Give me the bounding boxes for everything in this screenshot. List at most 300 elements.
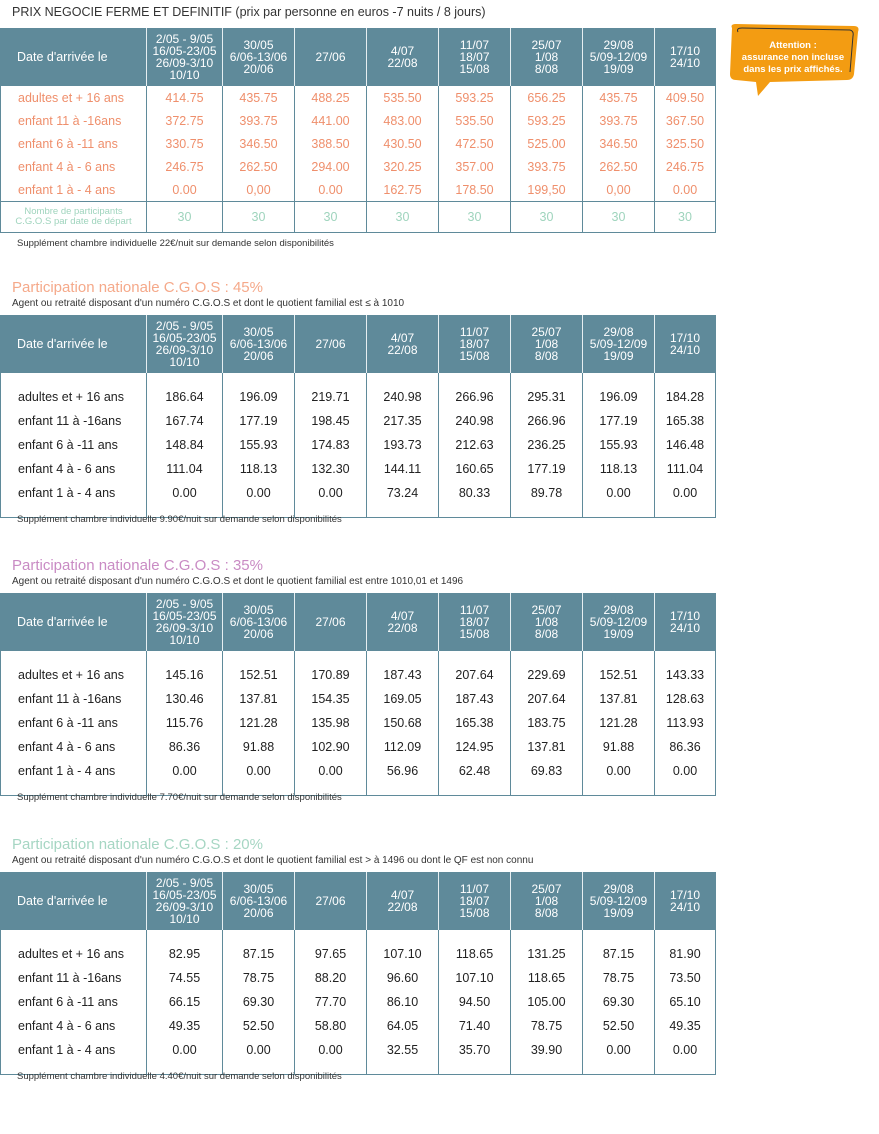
spacer-cell — [367, 651, 439, 663]
spacer-cell — [583, 651, 655, 663]
price-cell: 367.50 — [655, 109, 716, 132]
price-cell: 236.25 — [511, 433, 583, 457]
price-cell: 115.76 — [147, 711, 223, 735]
header-period-8 — [655, 28, 716, 86]
spacer-cell — [583, 930, 655, 942]
price-cell: 155.93 — [583, 433, 655, 457]
page-title: PRIX NEGOCIE FERME ET DEFINITIF (prix par personne en euros -7 nuits / 8 jours) — [12, 5, 486, 19]
spacer-cell — [223, 373, 295, 385]
price-cell: 656.25 — [511, 86, 583, 109]
price-cell: 73.50 — [655, 966, 716, 990]
spacer-cell — [147, 373, 223, 385]
price-cell: 593.25 — [511, 109, 583, 132]
spacer-cell — [439, 930, 511, 942]
price-cell: 81.90 — [655, 942, 716, 966]
price-cell: 137.81 — [583, 687, 655, 711]
header-period-line: 19/09 — [603, 906, 634, 920]
header-period-7 — [583, 315, 655, 373]
header-period-line: 10/10 — [169, 355, 200, 369]
header-period-line: 5/09-12/09 — [589, 50, 648, 64]
header-period-line: 30/05 — [243, 882, 274, 896]
price-cell: 535.50 — [439, 109, 511, 132]
table-row — [1, 409, 716, 433]
header-period-line: 15/08 — [459, 62, 490, 76]
table-row — [1, 990, 716, 1014]
header-period-5 — [439, 593, 511, 651]
spacer-cell — [439, 783, 511, 796]
spacer-cell — [583, 373, 655, 385]
header-period-line: 27/06 — [315, 50, 346, 64]
price-cell: 62.48 — [439, 759, 511, 783]
header-period-line: 29/08 — [603, 882, 634, 896]
header-period-3 — [295, 28, 367, 86]
row-label: enfant 11 à -16ans — [18, 692, 122, 706]
price-cell: 71.40 — [439, 1014, 511, 1038]
price-cell: 0.00 — [223, 1038, 295, 1062]
row-label: enfant 4 à - 6 ans — [18, 462, 116, 476]
section-title-45: Participation nationale C.G.O.S : 45% — [12, 279, 263, 296]
price-cell: 0.00 — [655, 1038, 716, 1062]
price-cell: 64.05 — [367, 1014, 439, 1038]
price-cell: 118.65 — [439, 942, 511, 966]
header-period-line: 25/07 — [531, 603, 562, 617]
header-period-line: 1/08 — [534, 337, 559, 351]
spacer-cell — [511, 651, 583, 663]
price-cell: 130.46 — [147, 687, 223, 711]
price-cell: 121.28 — [223, 711, 295, 735]
price-cell: 162.75 — [367, 178, 439, 202]
price-cell: 0.00 — [583, 481, 655, 505]
row-label: enfant 6 à -11 ans — [18, 716, 118, 730]
price-cell: 435.75 — [583, 86, 655, 109]
price-cell: 97.65 — [295, 942, 367, 966]
spacer-cell — [655, 930, 716, 942]
participants-cell: 30 — [583, 202, 655, 233]
price-cell: 174.83 — [295, 433, 367, 457]
price-cell: 78.75 — [223, 966, 295, 990]
price-cell: 0.00 — [583, 1038, 655, 1062]
table-row — [1, 1038, 716, 1062]
price-cell: 32.55 — [367, 1038, 439, 1062]
spacer-cell — [439, 651, 511, 663]
price-cell: 69.30 — [583, 990, 655, 1014]
price-cell: 246.75 — [655, 155, 716, 178]
header-period-3 — [295, 593, 367, 651]
header-period-line: 6/06-13/06 — [229, 615, 288, 629]
header-period-line: 8/08 — [534, 627, 559, 641]
price-cell: 372.75 — [147, 109, 223, 132]
header-date-label: Date d'arrivée le — [1, 872, 147, 930]
price-cell: 39.90 — [511, 1038, 583, 1062]
header-period-line: 17/10 — [669, 609, 701, 623]
table-row — [1, 966, 716, 990]
header-period-line: 19/09 — [603, 62, 634, 76]
price-cell: 121.28 — [583, 711, 655, 735]
price-cell: 212.63 — [439, 433, 511, 457]
header-period-8 — [655, 872, 716, 930]
header-period-line: 2/05 - 9/05 — [155, 319, 214, 333]
price-cell: 91.88 — [583, 735, 655, 759]
header-period-line: 17/10 — [669, 331, 701, 345]
spacer-row — [1, 651, 716, 663]
header-period-line: 18/07 — [459, 50, 490, 64]
price-cell: 96.60 — [367, 966, 439, 990]
header-period-line: 8/08 — [534, 906, 559, 920]
price-cell: 107.10 — [439, 966, 511, 990]
price-cell: 49.35 — [655, 1014, 716, 1038]
price-cell: 472.50 — [439, 132, 511, 155]
header-period-line: 5/09-12/09 — [589, 337, 648, 351]
price-cell: 266.96 — [439, 385, 511, 409]
price-cell: 73.24 — [367, 481, 439, 505]
header-period-line: 20/06 — [243, 349, 274, 363]
header-period-line: 11/07 — [459, 882, 490, 896]
table-row — [1, 132, 716, 155]
price-cell: 118.65 — [511, 966, 583, 990]
spacer-cell — [655, 651, 716, 663]
header-period-line: 16/05-23/05 — [152, 609, 217, 623]
row-label: adultes et + 16 ans — [18, 90, 124, 105]
price-cell: 56.96 — [367, 759, 439, 783]
table-header — [1, 872, 716, 930]
price-cell: 0.00 — [583, 759, 655, 783]
spacer-cell — [1, 651, 147, 663]
header-period-line: 20/06 — [243, 906, 274, 920]
price-table-45 — [0, 315, 716, 518]
price-cell: 0.00 — [223, 759, 295, 783]
row-label: enfant 1 à - 4 ans — [18, 486, 116, 500]
price-cell: 78.75 — [583, 966, 655, 990]
participants-label-line: C.G.O.S par date de départ — [15, 216, 132, 227]
row-label: enfant 1 à - 4 ans — [18, 1043, 116, 1057]
spacer-cell — [511, 930, 583, 942]
spacer-cell — [583, 505, 655, 518]
price-cell: 87.15 — [583, 942, 655, 966]
table-row — [1, 1014, 716, 1038]
price-cell: 0.00 — [295, 1038, 367, 1062]
header-date-label: Date d'arrivée le — [1, 28, 147, 86]
price-cell: 118.13 — [583, 457, 655, 481]
header-period-line: 4/07 — [390, 609, 415, 623]
price-cell: 131.25 — [511, 942, 583, 966]
table-body — [1, 930, 716, 1075]
spacer-cell — [367, 783, 439, 796]
table-row — [1, 481, 716, 505]
price-cell: 86.36 — [655, 735, 716, 759]
header-period-line: 20/06 — [243, 62, 274, 76]
spacer-cell — [439, 505, 511, 518]
price-cell: 388.50 — [295, 132, 367, 155]
header-period-line: 26/09-3/10 — [155, 343, 214, 357]
row-label: enfant 6 à -11 ans — [18, 438, 118, 452]
header-period-line: 24/10 — [669, 900, 701, 914]
header-period-line: 2/05 - 9/05 — [155, 876, 214, 890]
spacer-cell — [367, 373, 439, 385]
price-cell: 86.36 — [147, 735, 223, 759]
price-cell: 105.00 — [511, 990, 583, 1014]
price-cell: 155.93 — [223, 433, 295, 457]
table-header — [1, 593, 716, 651]
price-cell: 58.80 — [295, 1014, 367, 1038]
price-cell: 435.75 — [223, 86, 295, 109]
supplement-note: Supplément chambre individuelle 22€/nuit sur demande selon disponibilités — [17, 238, 334, 249]
price-cell: 262.50 — [583, 155, 655, 178]
price-cell: 169.05 — [367, 687, 439, 711]
price-cell: 137.81 — [223, 687, 295, 711]
header-period-line: 29/08 — [603, 325, 634, 339]
price-cell: 65.10 — [655, 990, 716, 1014]
spacer-cell — [655, 505, 716, 518]
price-cell: 143.33 — [655, 663, 716, 687]
price-cell: 74.55 — [147, 966, 223, 990]
table-row — [1, 385, 716, 409]
spacer-cell — [439, 1062, 511, 1075]
header-period-line: 10/10 — [169, 912, 200, 926]
price-table-full — [0, 28, 716, 233]
row-label: adultes et + 16 ans — [18, 668, 124, 682]
table-header — [1, 28, 716, 86]
header-date-label: Date d'arrivée le — [1, 593, 147, 651]
header-period-line: 19/09 — [603, 627, 634, 641]
header-period-3 — [295, 315, 367, 373]
header-period-line: 30/05 — [243, 325, 274, 339]
price-cell: 170.89 — [295, 663, 367, 687]
header-period-8 — [655, 593, 716, 651]
header-period-line: 26/09-3/10 — [155, 56, 214, 70]
spacer-cell — [1, 930, 147, 942]
header-period-line: 6/06-13/06 — [229, 50, 288, 64]
spacer-cell — [655, 783, 716, 796]
price-cell: 295.31 — [511, 385, 583, 409]
row-label: enfant 6 à -11 ans — [18, 136, 118, 151]
header-period-4 — [367, 593, 439, 651]
participants-row — [1, 202, 716, 233]
price-cell: 219.71 — [295, 385, 367, 409]
table-row — [1, 942, 716, 966]
price-cell: 148.84 — [147, 433, 223, 457]
price-table-20 — [0, 872, 716, 1075]
price-cell: 0.00 — [655, 759, 716, 783]
price-cell: 207.64 — [439, 663, 511, 687]
price-cell: 150.68 — [367, 711, 439, 735]
header-period-line: 18/07 — [459, 337, 490, 351]
price-cell: 0.00 — [223, 481, 295, 505]
table-row — [1, 735, 716, 759]
header-period-7 — [583, 28, 655, 86]
header-period-line: 26/09-3/10 — [155, 621, 214, 635]
price-cell: 193.73 — [367, 433, 439, 457]
header-period-line: 4/07 — [390, 331, 415, 345]
price-cell: 198.45 — [295, 409, 367, 433]
header-period-line: 5/09-12/09 — [589, 615, 648, 629]
header-period-line: 2/05 - 9/05 — [155, 597, 214, 611]
price-cell: 488.25 — [295, 86, 367, 109]
header-period-line: 29/08 — [603, 603, 634, 617]
price-cell: 294.00 — [295, 155, 367, 178]
price-cell: 132.30 — [295, 457, 367, 481]
table-row — [1, 759, 716, 783]
price-cell: 593.25 — [439, 86, 511, 109]
header-period-1 — [147, 593, 223, 651]
supplement-note: Supplément chambre individuelle 9.90€/nuit sur demande selon disponibilités — [17, 514, 342, 525]
price-cell: 346.50 — [583, 132, 655, 155]
spacer-cell — [223, 930, 295, 942]
header-period-1 — [147, 28, 223, 86]
price-cell: 0.00 — [147, 481, 223, 505]
header-period-3 — [295, 872, 367, 930]
price-cell: 483.00 — [367, 109, 439, 132]
header-period-line: 4/07 — [390, 44, 415, 58]
header-period-line: 29/08 — [603, 38, 634, 52]
price-cell: 393.75 — [223, 109, 295, 132]
section-title-20: Participation nationale C.G.O.S : 20% — [12, 836, 263, 853]
header-period-line: 16/05-23/05 — [152, 331, 217, 345]
callout-line-1: Attention : — [769, 40, 817, 51]
price-cell: 78.75 — [511, 1014, 583, 1038]
table-row — [1, 457, 716, 481]
header-period-line: 18/07 — [459, 894, 490, 908]
spacer-cell — [583, 783, 655, 796]
header-period-line: 25/07 — [531, 325, 562, 339]
header-period-1 — [147, 872, 223, 930]
price-cell: 430.50 — [367, 132, 439, 155]
price-cell: 69.30 — [223, 990, 295, 1014]
price-cell: 535.50 — [367, 86, 439, 109]
price-cell: 107.10 — [367, 942, 439, 966]
header-period-4 — [367, 315, 439, 373]
price-cell: 357.00 — [439, 155, 511, 178]
spacer-cell — [295, 651, 367, 663]
spacer-cell — [1, 373, 147, 385]
header-period-line: 15/08 — [459, 906, 490, 920]
price-cell: 199,50 — [511, 178, 583, 202]
row-label: enfant 11 à -16ans — [18, 414, 122, 428]
price-cell: 0.00 — [147, 759, 223, 783]
price-cell: 82.95 — [147, 942, 223, 966]
header-period-line: 8/08 — [534, 349, 559, 363]
header-period-line: 26/09-3/10 — [155, 900, 214, 914]
participants-cell: 30 — [511, 202, 583, 233]
price-cell: 187.43 — [439, 687, 511, 711]
spacer-cell — [295, 930, 367, 942]
header-period-line: 17/10 — [669, 44, 701, 58]
row-label: enfant 1 à - 4 ans — [18, 182, 116, 197]
spacer-cell — [655, 1062, 716, 1075]
price-cell: 152.51 — [223, 663, 295, 687]
price-cell: 409.50 — [655, 86, 716, 109]
header-period-6 — [511, 872, 583, 930]
participants-cell: 30 — [147, 202, 223, 233]
participants-cell: 30 — [655, 202, 716, 233]
row-label: enfant 11 à -16ans — [18, 971, 122, 985]
price-cell: 88.20 — [295, 966, 367, 990]
price-cell: 87.15 — [223, 942, 295, 966]
header-period-2 — [223, 28, 295, 86]
spacer-cell — [439, 373, 511, 385]
callout-line-3: dans les prix affichés. — [743, 64, 843, 75]
header-period-line: 1/08 — [534, 615, 559, 629]
header-period-line: 2/05 - 9/05 — [155, 32, 214, 46]
spacer-cell — [655, 373, 716, 385]
price-cell: 118.13 — [223, 457, 295, 481]
header-period-1 — [147, 315, 223, 373]
header-period-line: 10/10 — [169, 68, 200, 82]
price-cell: 167.74 — [147, 409, 223, 433]
header-period-6 — [511, 28, 583, 86]
spacer-cell — [583, 1062, 655, 1075]
price-cell: 102.90 — [295, 735, 367, 759]
price-cell: 266.96 — [511, 409, 583, 433]
table-body — [1, 651, 716, 796]
price-cell: 441.00 — [295, 109, 367, 132]
price-cell: 184.28 — [655, 385, 716, 409]
row-label: enfant 1 à - 4 ans — [18, 764, 116, 778]
header-period-line: 5/09-12/09 — [589, 894, 648, 908]
price-cell: 165.38 — [439, 711, 511, 735]
price-cell: 160.65 — [439, 457, 511, 481]
table-row — [1, 433, 716, 457]
price-cell: 183.75 — [511, 711, 583, 735]
price-cell: 91.88 — [223, 735, 295, 759]
header-period-line: 8/08 — [534, 62, 559, 76]
price-cell: 49.35 — [147, 1014, 223, 1038]
header-period-5 — [439, 872, 511, 930]
header-period-line: 22/08 — [387, 343, 418, 357]
price-cell: 144.11 — [367, 457, 439, 481]
participants-label-line: Nombre de participants — [24, 206, 123, 217]
supplement-note: Supplément chambre individuelle 7.70€/nuit sur demande selon disponibilités — [17, 792, 342, 803]
price-cell: 0.00 — [295, 759, 367, 783]
section-subtitle-45: Agent ou retraité disposant d'un numéro C.G.O.S et dont le quotient familial est ≤ à 1010 — [12, 298, 405, 309]
spacer-cell — [367, 1062, 439, 1075]
header-period-2 — [223, 315, 295, 373]
price-cell: 177.19 — [511, 457, 583, 481]
price-cell: 320.25 — [367, 155, 439, 178]
row-label: enfant 4 à - 6 ans — [18, 159, 116, 174]
price-cell: 152.51 — [583, 663, 655, 687]
price-cell: 346.50 — [223, 132, 295, 155]
row-label: enfant 6 à -11 ans — [18, 995, 118, 1009]
header-period-line: 11/07 — [459, 38, 490, 52]
section-subtitle-20: Agent ou retraité disposant d'un numéro C.G.O.S et dont le quotient familial est > à 1496 ou dont le QF est non connu — [12, 855, 534, 866]
header-period-line: 27/06 — [315, 894, 346, 908]
price-cell: 0.00 — [147, 178, 223, 202]
header-period-7 — [583, 872, 655, 930]
table-header — [1, 315, 716, 373]
spacer-cell — [511, 1062, 583, 1075]
price-cell: 89.78 — [511, 481, 583, 505]
price-cell: 69.83 — [511, 759, 583, 783]
header-period-line: 30/05 — [243, 38, 274, 52]
row-label: enfant 11 à -16ans — [18, 113, 122, 128]
price-cell: 80.33 — [439, 481, 511, 505]
header-period-4 — [367, 28, 439, 86]
price-cell: 217.35 — [367, 409, 439, 433]
header-period-line: 1/08 — [534, 50, 559, 64]
header-period-line: 22/08 — [387, 621, 418, 635]
price-cell: 178.50 — [439, 178, 511, 202]
price-cell: 196.09 — [583, 385, 655, 409]
price-cell: 207.64 — [511, 687, 583, 711]
price-cell: 0.00 — [655, 178, 716, 202]
header-period-line: 30/05 — [243, 603, 274, 617]
header-period-line: 27/06 — [315, 337, 346, 351]
price-cell: 0,00 — [583, 178, 655, 202]
header-period-line: 15/08 — [459, 627, 490, 641]
price-cell: 0.00 — [295, 178, 367, 202]
header-period-line: 4/07 — [390, 888, 415, 902]
price-cell: 246.75 — [147, 155, 223, 178]
